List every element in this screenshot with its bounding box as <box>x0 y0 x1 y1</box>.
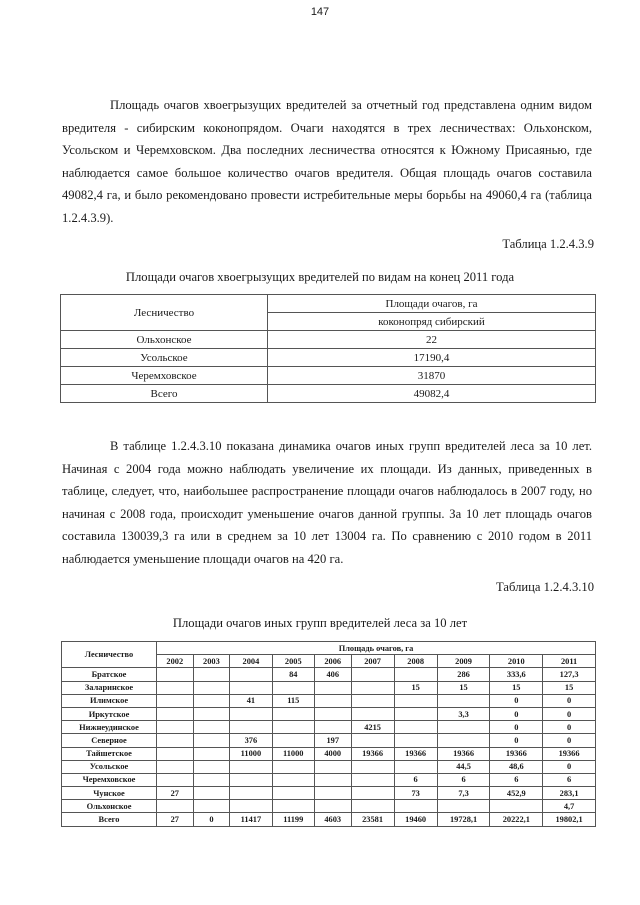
table2-cell-value: 452,9 <box>490 787 543 800</box>
table2-header-row <box>62 642 596 655</box>
table2-cell-value <box>351 734 394 747</box>
table2-cell-value: 6 <box>543 773 596 786</box>
table2-cell-value: 0 <box>193 813 230 826</box>
table2-cell-value: 20222,1 <box>490 813 543 826</box>
table-row <box>62 707 596 720</box>
table2-cell-value: 4215 <box>351 721 394 734</box>
table2-cell-value <box>351 773 394 786</box>
table-row <box>62 734 596 747</box>
table2-cell-value <box>272 681 314 694</box>
table2-cell-value <box>193 668 230 681</box>
table2-cell-value: 376 <box>230 734 272 747</box>
table-row <box>62 694 596 707</box>
table-row <box>62 773 596 786</box>
table2-cell-value: 4,7 <box>543 800 596 813</box>
table2-cell-value: 333,6 <box>490 668 543 681</box>
table2-cell-value <box>157 747 194 760</box>
table2-cell-value <box>314 694 351 707</box>
table2-header-forestry: Лесничество <box>62 642 157 668</box>
table-row <box>61 349 596 367</box>
table1-cell-name: Всего <box>61 385 268 403</box>
table2-cell-value <box>394 668 437 681</box>
table2-cell-value: 19802,1 <box>543 813 596 826</box>
table-row <box>62 813 596 826</box>
table-row <box>62 747 596 760</box>
table1-title: Площади очагов хвоегрызущих вредителей по видам на конец 2011 года <box>125 270 515 284</box>
table2-year-header: 2008 <box>394 655 437 668</box>
table2-cell-value <box>193 694 230 707</box>
table2-cell-value: 286 <box>437 668 490 681</box>
table2-cell-name: Усольское <box>62 760 157 773</box>
table2-cell-value <box>314 721 351 734</box>
table2-cell-value <box>272 707 314 720</box>
table2-cell-value: 84 <box>272 668 314 681</box>
table2-year-header: 2010 <box>490 655 543 668</box>
table2-year-header: 2003 <box>193 655 230 668</box>
table2-cell-value <box>157 734 194 747</box>
table2-cell-value <box>314 760 351 773</box>
table2-cell-value: 19366 <box>437 747 490 760</box>
table2-year-header: 2005 <box>272 655 314 668</box>
paragraph-1: Площадь очагов хвоегрызущих вредителей за отчетный год представлена одним видом вредителя - сибирским коконопрядом. Очаги находятся в трех лесничествах: Ольхонском, Усольском и Черемховском. Два последних лесничества относятся к Южному Присаянью, где наблюдается самое большое количество очагов вредителя. Общая площадь очагов составила 49082,4 га, и было рекомендовано провести истребительные меры борьбы на 49060,4 га (таблица 1.2.4.3.9). <box>62 98 592 225</box>
table2-cell-value: 19366 <box>543 747 596 760</box>
table-row <box>62 787 596 800</box>
table2-cell-value: 19460 <box>394 813 437 826</box>
table1 <box>60 294 596 403</box>
table2-year-header: 2002 <box>157 655 194 668</box>
table2-header-area: Площадь очагов, га <box>157 642 596 655</box>
table2-year-header: 2006 <box>314 655 351 668</box>
table2-cell-value <box>193 747 230 760</box>
table2-cell-value: 15 <box>490 681 543 694</box>
table2-cell-value: 406 <box>314 668 351 681</box>
table2-cell-name: Чунское <box>62 787 157 800</box>
table2-cell-value <box>314 773 351 786</box>
table2-cell-value <box>272 787 314 800</box>
table2-label: Таблица 1.2.4.3.10 <box>496 580 594 594</box>
table2-cell-value <box>193 721 230 734</box>
table2-cell-value <box>272 734 314 747</box>
table2-cell-name: Братское <box>62 668 157 681</box>
table2-cell-value <box>437 721 490 734</box>
table2-cell-value: 0 <box>490 694 543 707</box>
table2-cell-value <box>351 694 394 707</box>
table2-cell-value: 4603 <box>314 813 351 826</box>
table2-year-header: 2011 <box>543 655 596 668</box>
table2-cell-value: 6 <box>437 773 490 786</box>
table2-cell-name: Тайшетское <box>62 747 157 760</box>
table2-cell-value: 0 <box>543 760 596 773</box>
table2-cell-value <box>230 773 272 786</box>
table2-cell-value <box>351 668 394 681</box>
table2-cell-value <box>351 760 394 773</box>
table2-body <box>62 668 596 826</box>
table2-cell-value <box>230 668 272 681</box>
table2-cell-value <box>193 787 230 800</box>
table1-cell-name: Ольхонское <box>61 331 268 349</box>
table2-cell-value: 27 <box>157 813 194 826</box>
table2-cell-value: 115 <box>272 694 314 707</box>
table1-header-area: Площади очагов, га <box>268 295 596 313</box>
table1-header-row <box>61 295 596 313</box>
table2-cell-name: Заларинское <box>62 681 157 694</box>
table-row <box>62 668 596 681</box>
table-row <box>62 800 596 813</box>
table2-year-header: 2009 <box>437 655 490 668</box>
table2-cell-value <box>394 707 437 720</box>
table2-cell-value: 19728,1 <box>437 813 490 826</box>
table2-cell-value: 19366 <box>394 747 437 760</box>
table2-cell-value <box>193 707 230 720</box>
table2-cell-value <box>230 681 272 694</box>
table2-cell-value: 0 <box>543 707 596 720</box>
table2-cell-value <box>230 787 272 800</box>
table2-cell-value: 7,3 <box>437 787 490 800</box>
table-row <box>62 681 596 694</box>
table1-label: Таблица 1.2.4.3.9 <box>502 237 594 251</box>
table1-cell-name: Усольское <box>61 349 268 367</box>
table2-cell-value: 23581 <box>351 813 394 826</box>
table2-cell-value <box>157 721 194 734</box>
table2-cell-value: 0 <box>543 734 596 747</box>
table2-cell-value: 0 <box>490 721 543 734</box>
table2-cell-name: Иркутское <box>62 707 157 720</box>
table2-cell-value: 283,1 <box>543 787 596 800</box>
table-row <box>62 760 596 773</box>
table2-cell-value: 15 <box>543 681 596 694</box>
paragraph-2: В таблице 1.2.4.3.10 показана динамика очагов иных групп вредителей леса за 10 лет. Начиная с 2004 года можно наблюдать увеличение их площади. Из данных, приведенных в таблице, следует, что, наибольшее распространение площади очагов наблюдалось в 2007 году, но начиная с 2008 года, происходит уменьшение очагов данной группы. За 10 лет площадь очагов составила 130039,3 га или в среднем за 10 лет 13004 га. По сравнению с 2010 годом в 2011 наблюдается уменьшение площади очагов на 420 га. <box>62 439 592 566</box>
table2-cell-value <box>157 760 194 773</box>
table2-cell-value <box>230 760 272 773</box>
table2-cell-value <box>394 800 437 813</box>
table2-cell-value <box>314 800 351 813</box>
table2-cell-value <box>394 760 437 773</box>
table2-cell-value <box>314 681 351 694</box>
table2-cell-value: 11000 <box>230 747 272 760</box>
table2-cell-value <box>230 721 272 734</box>
table2-cell-value <box>394 721 437 734</box>
table2-cell-name: Черемховское <box>62 773 157 786</box>
table2-cell-value <box>272 773 314 786</box>
table2-cell-value: 6 <box>394 773 437 786</box>
table-row <box>62 721 596 734</box>
table2-cell-value: 15 <box>437 681 490 694</box>
table2-cell-value: 44,5 <box>437 760 490 773</box>
table2-cell-value <box>193 681 230 694</box>
table1-cell-name: Черемховское <box>61 367 268 385</box>
table2-cell-value: 27 <box>157 787 194 800</box>
table2-cell-value: 41 <box>230 694 272 707</box>
table2-cell-value: 3,3 <box>437 707 490 720</box>
table2-cell-value <box>193 760 230 773</box>
table2-cell-value <box>157 773 194 786</box>
table1-cell-value: 17190,4 <box>268 349 596 367</box>
table2-cell-value <box>157 707 194 720</box>
table2-cell-value: 15 <box>394 681 437 694</box>
table2-year-header: 2007 <box>351 655 394 668</box>
table2-cell-value: 11199 <box>272 813 314 826</box>
table2-cell-value: 6 <box>490 773 543 786</box>
table2-cell-name: Северное <box>62 734 157 747</box>
table2-cell-name: Ольхонское <box>62 800 157 813</box>
table2-cell-value: 0 <box>490 707 543 720</box>
table2-cell-value: 127,3 <box>543 668 596 681</box>
table2-cell-value: 73 <box>394 787 437 800</box>
table2-cell-value <box>351 681 394 694</box>
table2-cell-value <box>314 707 351 720</box>
table-row <box>61 367 596 385</box>
table2-cell-value: 0 <box>543 694 596 707</box>
table2-cell-value: 11417 <box>230 813 272 826</box>
table2-cell-name: Нижнеудинское <box>62 721 157 734</box>
table1-cell-value: 22 <box>268 331 596 349</box>
table1-header-species: коконопряд сибирский <box>268 313 596 331</box>
table2-cell-value: 197 <box>314 734 351 747</box>
table2-cell-value <box>157 681 194 694</box>
table1-cell-value: 31870 <box>268 367 596 385</box>
table2-cell-value: 4000 <box>314 747 351 760</box>
table-row <box>61 385 596 403</box>
table2-cell-value <box>272 760 314 773</box>
table2-year-header: 2004 <box>230 655 272 668</box>
table2-cell-value <box>437 734 490 747</box>
table2-cell-value <box>193 734 230 747</box>
table2-cell-value <box>314 787 351 800</box>
page-number: 147 <box>310 6 330 18</box>
table2-cell-value <box>157 668 194 681</box>
table-row <box>61 331 596 349</box>
table2-cell-value: 19366 <box>351 747 394 760</box>
table2-cell-value <box>437 800 490 813</box>
table2-cell-value <box>351 800 394 813</box>
table2-title: Площади очагов иных групп вредителей леса за 10 лет <box>172 616 468 630</box>
table2-cell-value <box>193 800 230 813</box>
table2-cell-value <box>272 721 314 734</box>
table2-cell-value <box>394 734 437 747</box>
table2-cell-value <box>490 800 543 813</box>
table2-cell-value <box>351 787 394 800</box>
table2-cell-value <box>230 800 272 813</box>
table1-cell-value: 49082,4 <box>268 385 596 403</box>
table2-cell-value <box>157 694 194 707</box>
table2-cell-value: 11000 <box>272 747 314 760</box>
table2-cell-value <box>193 773 230 786</box>
table2-cell-value <box>157 800 194 813</box>
table2-cell-name: Илимское <box>62 694 157 707</box>
table2-cell-value <box>437 694 490 707</box>
table2-cell-value <box>272 800 314 813</box>
table2-cell-value: 48,6 <box>490 760 543 773</box>
table2-cell-name: Всего <box>62 813 157 826</box>
table2 <box>61 641 596 827</box>
table2-cell-value <box>351 707 394 720</box>
table2-cell-value <box>394 694 437 707</box>
table2-cell-value: 0 <box>543 721 596 734</box>
table1-header-forestry: Лесничество <box>61 295 268 331</box>
table2-cell-value: 19366 <box>490 747 543 760</box>
table2-cell-value <box>230 707 272 720</box>
table2-cell-value: 0 <box>490 734 543 747</box>
